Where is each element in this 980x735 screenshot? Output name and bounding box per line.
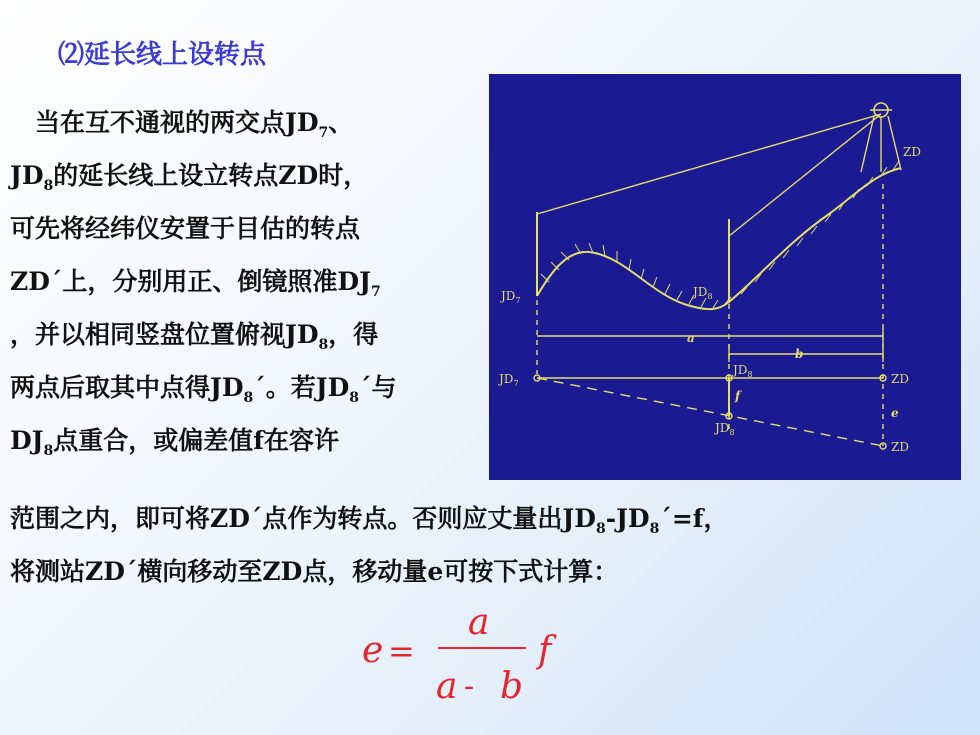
sight-line-jd8 (729, 114, 881, 236)
label-jd8: $JD_8$ (693, 285, 713, 301)
label-jd8-bottom: $JD_8$ (715, 421, 735, 437)
survey-diagram (489, 74, 961, 480)
formula-den-a: a (436, 666, 458, 707)
label-jd7-prime: $JD_7$ (499, 372, 519, 388)
label-b: b (795, 347, 804, 361)
para-line-2: $JD_8$的延长线上设立转点ZD时， (10, 161, 369, 194)
survey-diagram-svg (489, 74, 961, 480)
formula-eq: = (388, 632, 415, 670)
para-line-3: 可先将经纬仪安置于目估的转点 (10, 214, 361, 243)
label-jd8-prime: $JD_8$ (733, 363, 753, 379)
line-jd7p-zd (537, 378, 883, 446)
para2-line-2: 将测站ZD´横向移动至ZD点，移动量e可按下式计算： (10, 557, 619, 586)
label-zd-bottom: ZD (891, 440, 909, 454)
para2-line-1: 范围之内，即可将ZD´点作为转点。否则应丈量出$JD_8-JD_8´=f$， (10, 504, 729, 537)
para-line-6: 两点后取其中点得$JD_8´$。若$JD_8´$与 (10, 373, 397, 406)
label-a: a (687, 331, 695, 345)
label-jd7: $JD_7$ (501, 289, 521, 305)
formula (360, 600, 590, 710)
label-zd-prime: ZD (891, 372, 909, 386)
slide-title: ⑵延长线上设转点 (58, 40, 267, 70)
formula-lhs: e (362, 630, 384, 671)
formula-factor: f (538, 630, 552, 671)
terrain-profile (537, 168, 901, 309)
para-line-1: 当在互不通视的两交点$JD_7$、 (10, 108, 354, 141)
sight-line-jd7 (537, 114, 881, 214)
formula-numerator: a (468, 602, 490, 643)
formula-svg (360, 600, 590, 710)
label-e: e (891, 406, 899, 420)
paragraph-continuation (10, 492, 970, 598)
terrain-hatching (541, 161, 899, 308)
paragraph-intro (10, 96, 488, 467)
formula-den-minus: - (464, 669, 475, 704)
para-line-5: ，并以相同竖盘位置俯视$JD_8$，得 (10, 320, 379, 353)
para-line-7: $DJ_8$点重合，或偏差值f在容许 (10, 426, 340, 459)
label-f: f (735, 389, 741, 403)
formula-den-b: b (500, 666, 524, 707)
para-line-4: ZD´上，分别用正、倒镜照准$DJ_7$ (10, 267, 381, 300)
label-zd-top: ZD (903, 145, 921, 159)
